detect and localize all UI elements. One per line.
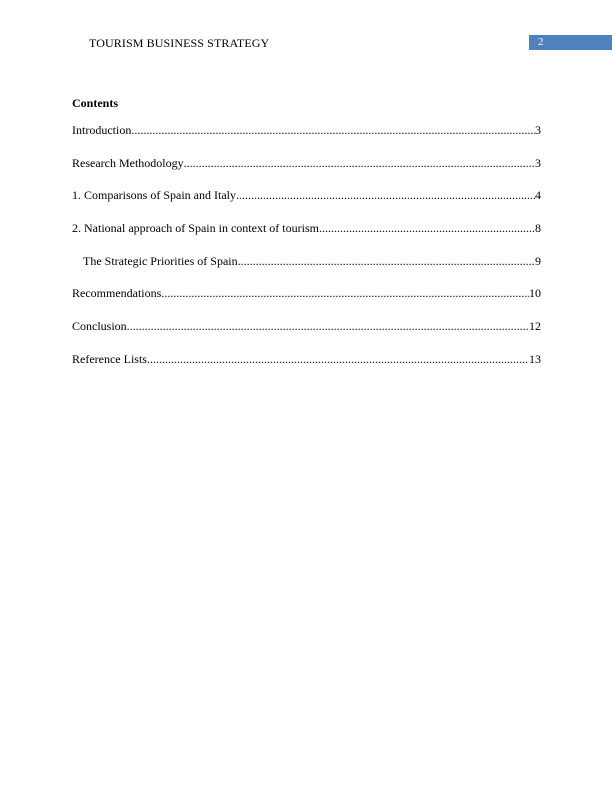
running-header-title: TOURISM BUSINESS STRATEGY — [89, 36, 270, 50]
toc-entry-strategic-priorities[interactable] — [72, 254, 541, 269]
toc-entry-page: 13 — [529, 351, 541, 366]
dot-leader — [131, 123, 535, 138]
table-of-contents — [72, 123, 541, 385]
dot-leader — [127, 319, 529, 334]
toc-entry-page: 4 — [535, 188, 541, 203]
toc-entry-page: 10 — [529, 286, 541, 301]
toc-entry-recommendations[interactable] — [72, 286, 541, 301]
toc-entry-label: Conclusion — [72, 319, 127, 334]
toc-entry-label: 2. National approach of Spain in context of tourism — [72, 221, 319, 236]
dot-leader — [319, 221, 535, 236]
toc-entry-label: Reference Lists — [72, 351, 147, 366]
toc-entry-introduction[interactable] — [72, 123, 541, 138]
toc-entry-label: The Strategic Priorities of Spain — [83, 253, 238, 268]
dot-leader — [236, 188, 535, 203]
toc-entry-label: Introduction — [72, 123, 132, 137]
page-number: 2 — [538, 36, 544, 48]
toc-entry-page: 8 — [535, 221, 541, 236]
toc-entry-label: Recommendations — [72, 286, 162, 301]
toc-entry-label: Research Methodology — [72, 155, 184, 170]
page-number-badge — [529, 35, 612, 50]
toc-entry-page: 3 — [535, 155, 541, 170]
toc-entry-national-approach[interactable] — [72, 221, 541, 236]
dot-leader — [147, 352, 529, 367]
toc-entry-page: 12 — [529, 319, 541, 334]
dot-leader — [161, 286, 529, 301]
toc-entry-research-methodology[interactable] — [72, 156, 541, 171]
toc-entry-page: 9 — [535, 253, 541, 268]
dot-leader — [238, 254, 535, 269]
dot-leader — [184, 156, 535, 171]
toc-entry-comparisons[interactable] — [72, 188, 541, 203]
toc-entry-conclusion[interactable] — [72, 319, 541, 334]
toc-entry-label: 1. Comparisons of Spain and Italy — [72, 188, 236, 203]
toc-heading: Contents — [72, 96, 119, 110]
toc-entry-reference-lists[interactable] — [72, 352, 541, 367]
toc-entry-page: 3 — [535, 123, 541, 137]
